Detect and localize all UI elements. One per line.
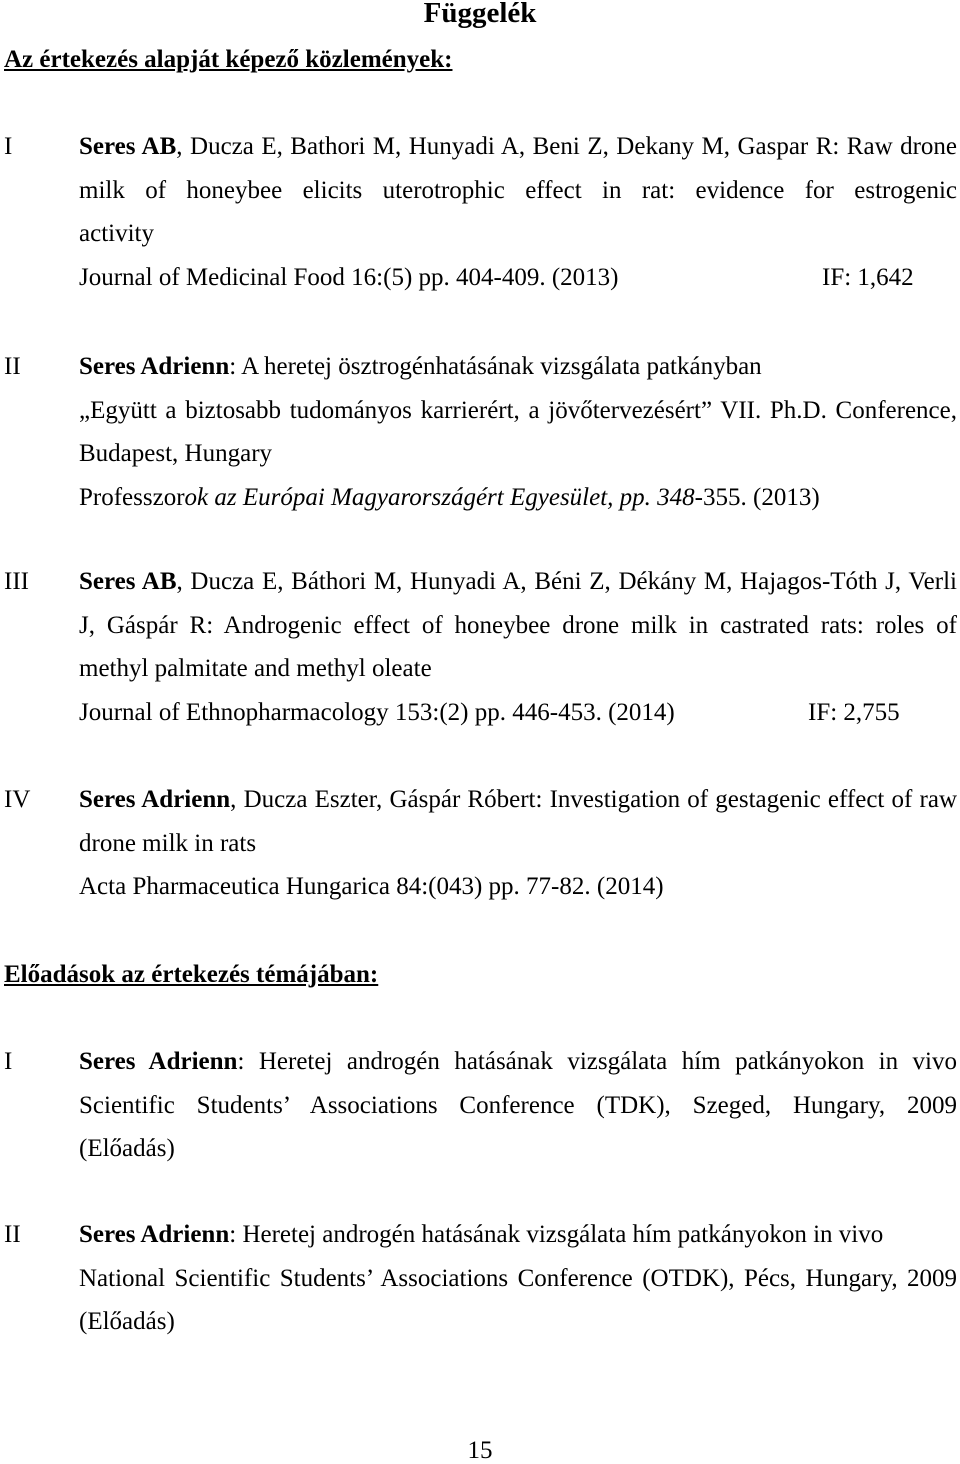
entry-line: milk of honeybee elicits uterotrophic effect in rat: evidence for estrogenic: [79, 176, 957, 204]
line-text: , Ducza E, Bathori M, Hunyadi A, Beni Z, Dekany M, Gaspar R: Raw drone: [176, 133, 958, 160]
entry-line: J, Gáspár R: Androgenic effect of honeybee drone milk in castrated rats: roles of: [79, 611, 957, 639]
entry-line: [79, 778, 957, 822]
line-text: : A heretej ösztrogénhatásának vizsgálata patkányban: [229, 353, 762, 380]
author-name: Seres AB: [79, 568, 177, 595]
source-line: [79, 256, 957, 300]
source-line: [79, 691, 957, 735]
source-line: Acta Pharmaceutica Hungarica 84:(043) pp. 77-82. (2014): [79, 873, 664, 900]
entry-numeral: II: [4, 353, 21, 380]
entry-line: Scientific Students’ Associations Conference (TDK), Szeged, Hungary, 2009: [79, 1091, 957, 1119]
entry-line: (Előadás): [79, 1308, 175, 1335]
author-name: Seres Adrienn: [79, 1048, 238, 1075]
entry-line: [79, 1040, 957, 1084]
source-line: [79, 476, 957, 520]
source-segment: -355. (2013): [694, 483, 820, 511]
line-text: : Heretej androgén hatásának vizsgálata hím patkányokon in vivo: [229, 1221, 884, 1248]
entry-numeral: I: [4, 1048, 13, 1075]
entry-line: Budapest, Hungary: [79, 440, 273, 467]
entry-line: [79, 345, 957, 389]
author-name: Seres Adrienn: [79, 353, 230, 380]
author-name: Seres AB: [79, 133, 177, 160]
page-number: 15: [467, 1437, 493, 1464]
entry-text: [79, 1213, 957, 1344]
entry-line: „Együtt a biztosabb tudományos karrierért, a jövőtervezésért” VII. Ph.D. Conference,: [79, 396, 957, 424]
line-text: : Heretej androgén hatásának vizsgálata hím patkányokon in vivo: [237, 1048, 957, 1075]
line-text: , Ducza E, Báthori M, Hunyadi A, Béni Z, Dékány M, Hajagos-Tóth J, Verli: [176, 568, 957, 595]
entry-line: [79, 560, 957, 604]
line-text: , Ducza Eszter, Gáspár Róbert: Investigation of gestagenic effect of raw: [230, 786, 957, 813]
author-name: Seres Adrienn: [79, 786, 231, 813]
entry-text: [79, 1040, 957, 1171]
entry-line: methyl palmitate and methyl oleate: [79, 655, 432, 682]
impact-factor: IF: 2,755: [808, 698, 900, 726]
entry-line: drone milk in rats: [79, 829, 257, 857]
entry-text: [79, 125, 957, 299]
publications-heading: Az értekezés alapját képező közlemények:: [4, 46, 453, 73]
entry-text: [79, 778, 957, 909]
entry-line: activity: [79, 220, 154, 247]
source-segment-italic: ok az Európai Magyarországért Egyesület, pp. 348: [184, 483, 695, 511]
impact-factor: IF: 1,642: [822, 263, 914, 291]
presentations-heading: Előadások az értekezés témájában:: [4, 961, 379, 988]
entry-line: [79, 1213, 957, 1257]
appendix-title: Függelék: [423, 0, 537, 29]
entry-numeral: II: [4, 1221, 21, 1248]
entry-numeral: III: [4, 568, 29, 595]
author-name: Seres Adrienn: [79, 1221, 230, 1248]
source-segment: Professzor: [79, 483, 185, 511]
entry-text: [79, 345, 957, 519]
entry-numeral: I: [4, 133, 13, 160]
entry-text: [79, 560, 957, 734]
entry-line: National Scientific Students’ Associations Conference (OTDK), Pécs, Hungary, 2009: [79, 1264, 957, 1292]
journal-citation: Journal of Medicinal Food 16:(5) pp. 404-409. (2013): [79, 263, 619, 291]
journal-citation: Journal of Ethnopharmacology 153:(2) pp. 446-453. (2014): [79, 698, 675, 726]
entry-numeral: IV: [4, 786, 31, 813]
entry-line: (Előadás): [79, 1135, 175, 1162]
entry-line: [79, 125, 957, 169]
